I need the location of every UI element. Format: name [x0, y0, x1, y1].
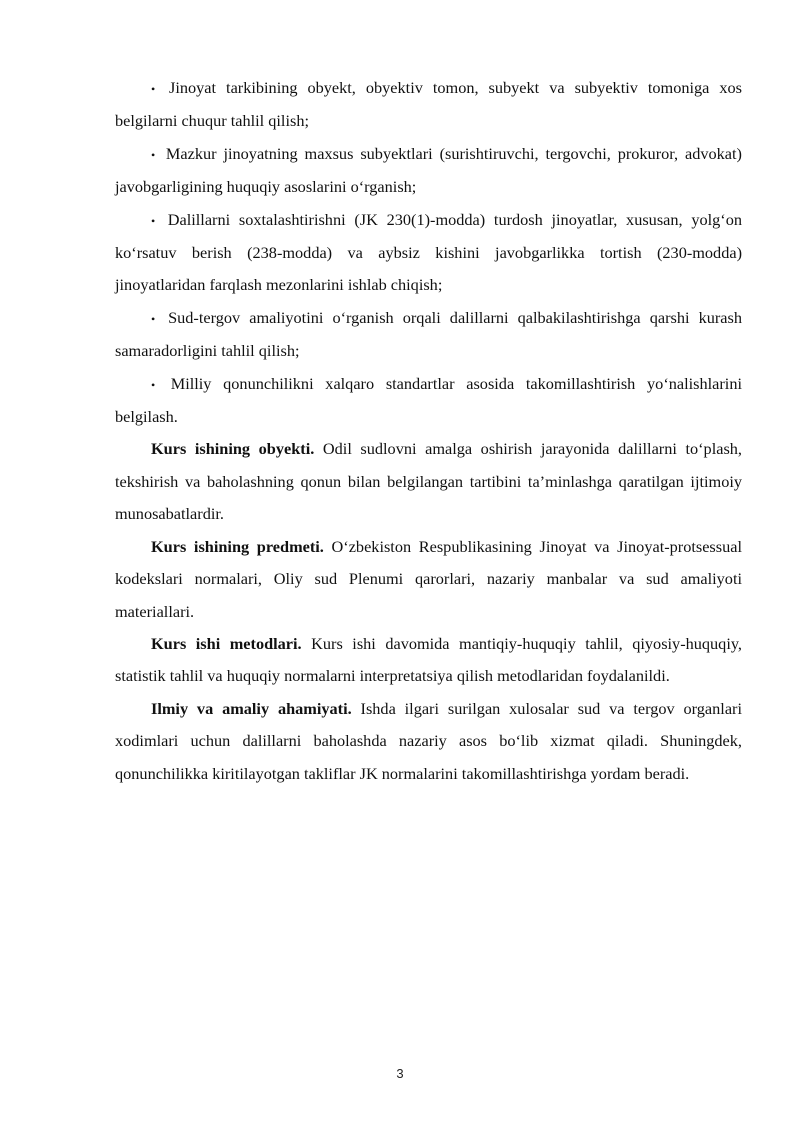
bullet-text: Milliy qonunchilikni xalqaro standartlar asosida takomillashtirish yo‘nalishlarini belgilash.: [115, 373, 742, 427]
bullet-icon: •: [151, 147, 156, 162]
bullet-icon: •: [151, 311, 156, 326]
bullet-text: Mazkur jinoyatning maxsus subyektlari (surishtiruvchi, tergovchi, prokuror, advokat) javobgarligining huquqiy asoslarini o‘rganish;: [115, 143, 742, 197]
section-methods: [115, 628, 742, 693]
section-heading: Kurs ishi metodlari.: [151, 633, 302, 653]
section-significance: [115, 693, 742, 790]
section-object: [115, 433, 742, 530]
section-text: O‘zbekiston Respublikasining Jinoyat va Jinoyat-protsessual kodekslari normalari, Oliy sud Plenumi qarorlari, nazariy manbalar va sud amaliyoti materiallari.: [115, 536, 742, 621]
bullet-text: Sud-tergov amaliyotini o‘rganish orqali dalillarni qalbakilashtirishga qarshi kurash samaradorligini tahlil qilish;: [115, 307, 742, 361]
section-text: Ishda ilgari surilgan xulosalar sud va tergov organlari xodimlari uchun dalillarni baholashda nazariy asos bo‘lib xizmat qiladi. Shuningdek, qonunchilikka kiritilayotgan takliflar JK normalarini takomillashtirishga yordam beradi.: [115, 698, 742, 783]
bullet-item-2: [115, 138, 742, 204]
bullet-icon: •: [151, 213, 156, 228]
section-text: Odil sudlovni amalga oshirish jarayonida dalillarni to‘plash, tekshirish va baholashning qonun bilan belgilangan tartibini ta’minlashga qaratilgan ijtimoiy munosabatlardir.: [115, 439, 742, 524]
bullet-item-1: [115, 72, 742, 138]
section-subject: [115, 531, 742, 628]
bullet-item-4: [115, 302, 742, 368]
section-heading: Kurs ishining obyekti.: [151, 439, 315, 459]
section-heading: Ilmiy va amaliy ahamiyati.: [151, 698, 352, 718]
bullet-text: Dalillarni soxtalashtirishni (JK 230(1)-modda) turdosh jinoyatlar, xususan, yolg‘on ko‘rsatuv berish (238-modda) va aybsiz kishini javobgarlikka tortish (230-modda) jinoyatlaridan farqlash mezonlarini ishlab chiqish;: [115, 209, 742, 295]
bullet-item-5: [115, 368, 742, 434]
page-number: 3: [396, 1066, 404, 1081]
document-page: [115, 72, 742, 790]
bullet-text: Jinoyat tarkibining obyekt, obyektiv tomon, subyekt va subyektiv tomoniga xos belgilarni chuqur tahlil qilish;: [115, 78, 743, 131]
bullet-item-3: [115, 204, 742, 302]
section-heading: Kurs ishining predmeti.: [151, 536, 324, 556]
bullet-icon: •: [151, 377, 156, 392]
bullet-icon: •: [151, 82, 156, 96]
section-text: Kurs ishi davomida mantiqiy-huquqiy tahlil, qiyosiy-huquqiy, statistik tahlil va huquqiy normalarni interpretatsiya qilish metodlaridan foydalanildi.: [115, 633, 742, 686]
